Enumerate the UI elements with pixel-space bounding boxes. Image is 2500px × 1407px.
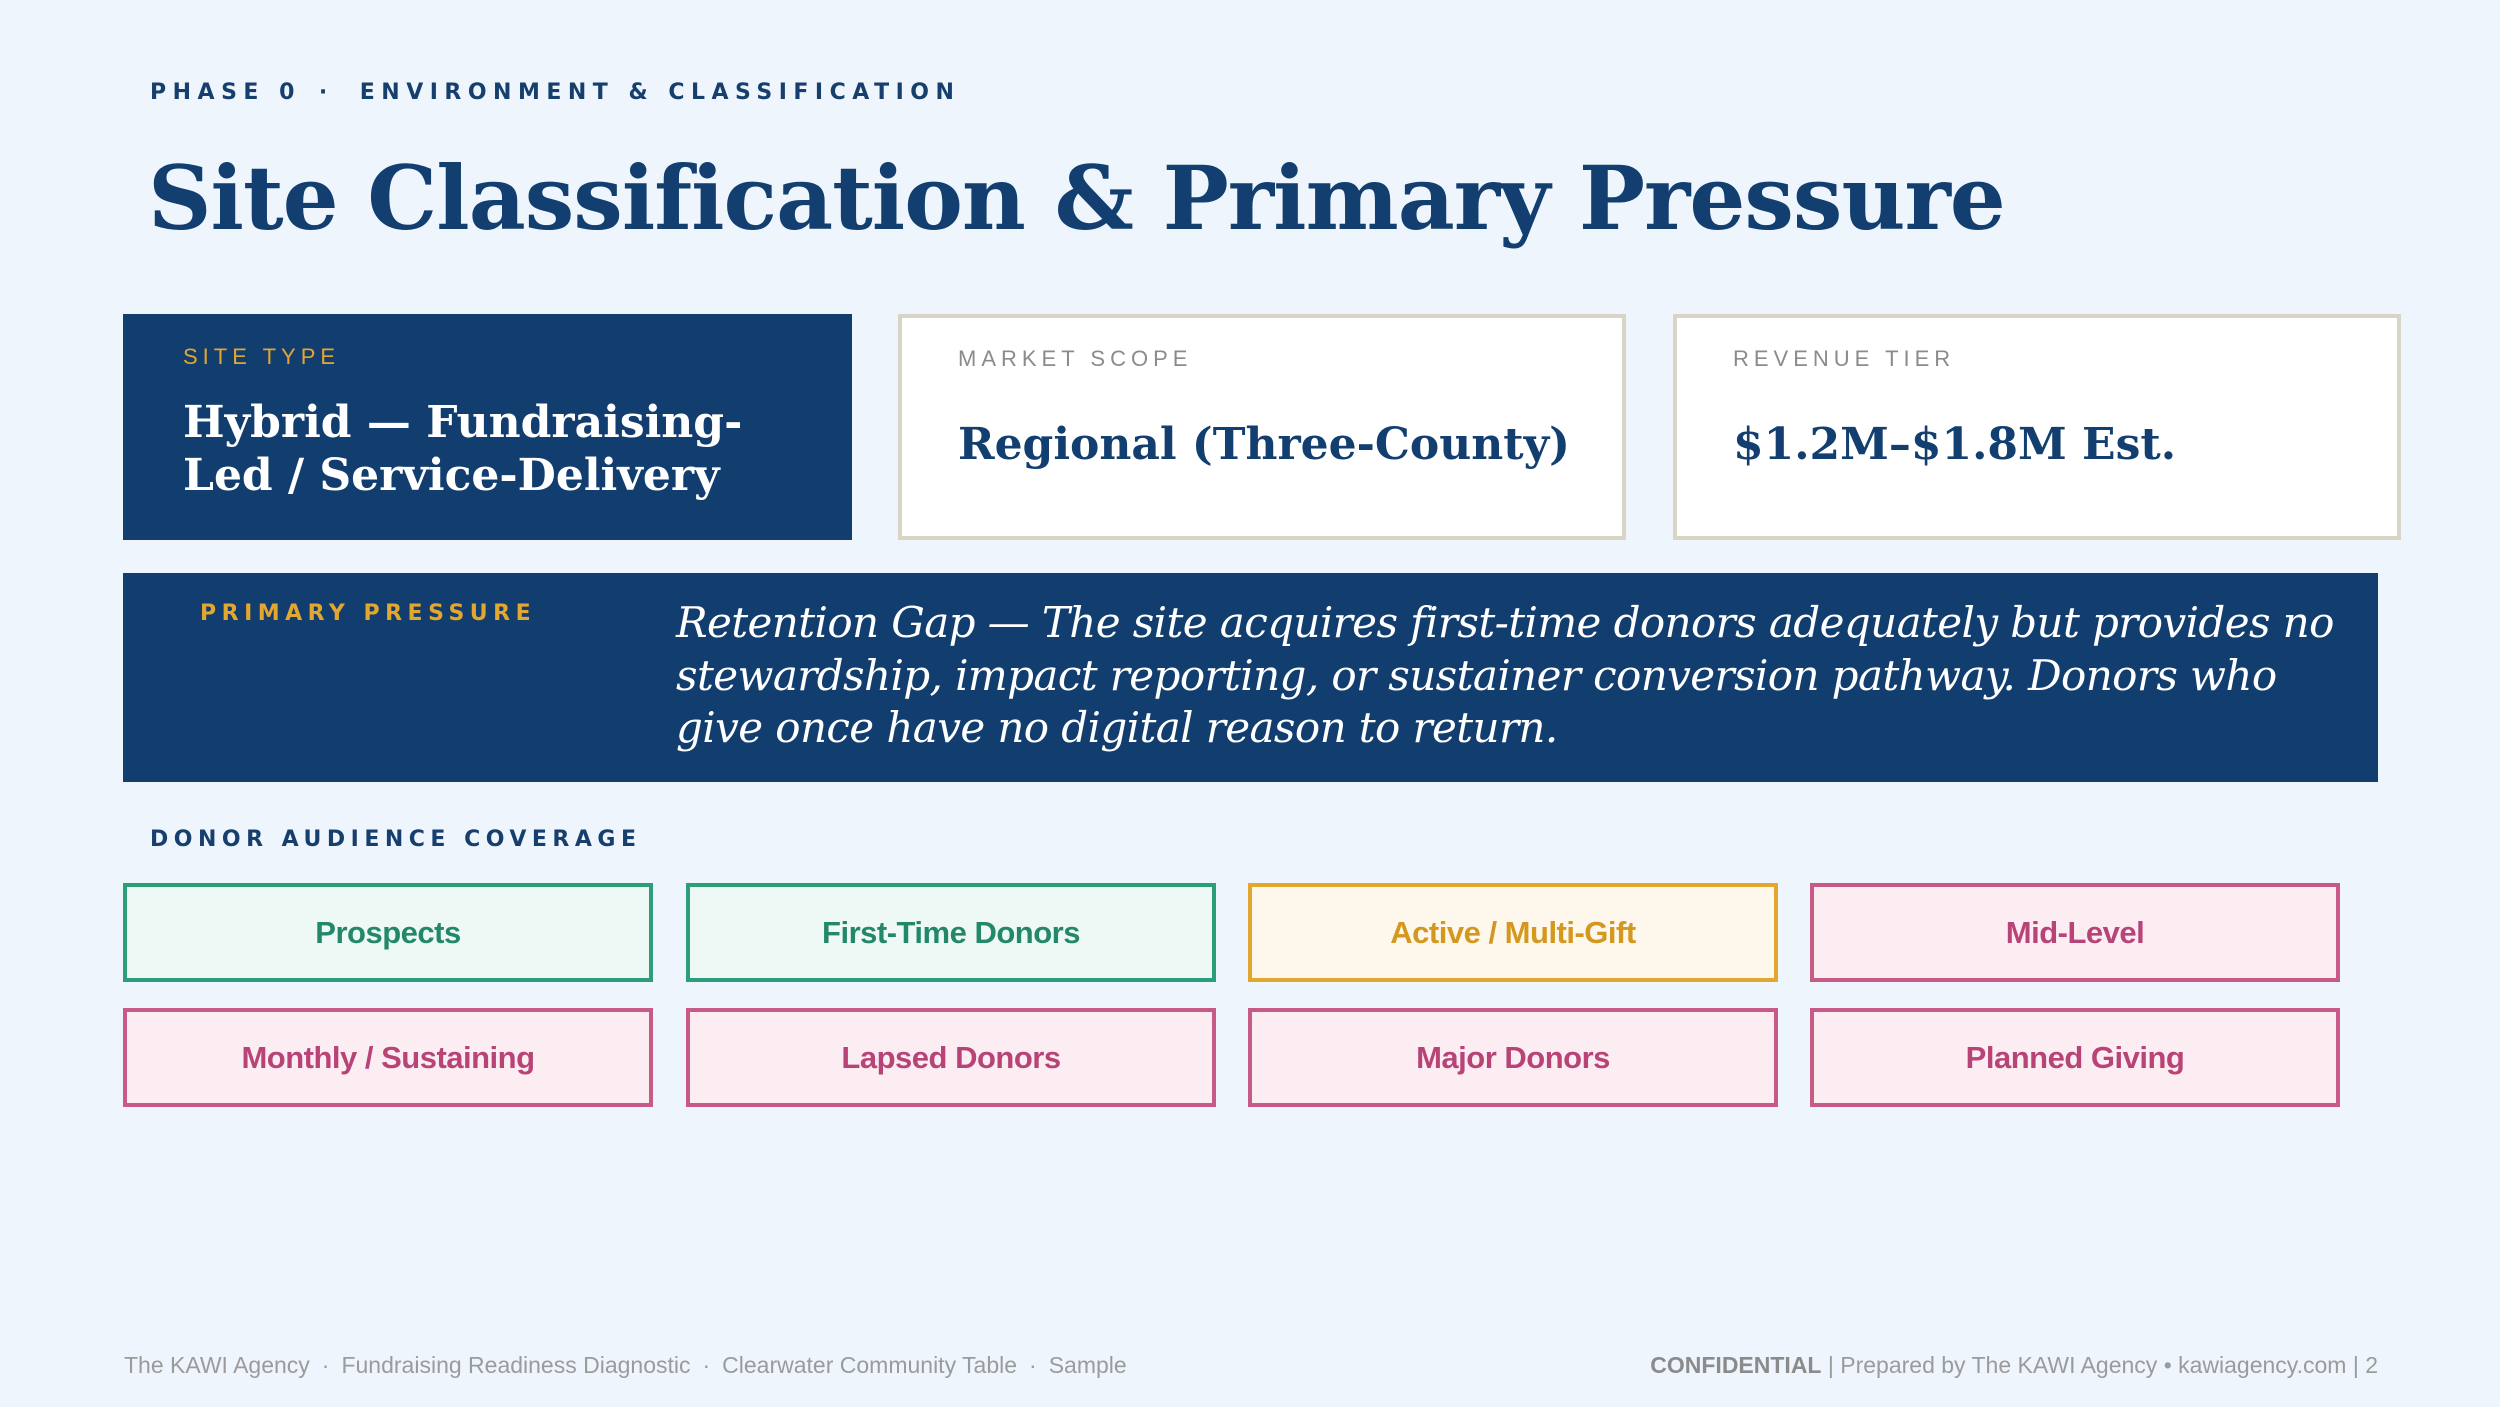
footer-separator: · xyxy=(321,1352,330,1378)
revenue-tier-label: REVENUE TIER xyxy=(1733,346,1956,371)
footer-sample: Sample xyxy=(1048,1352,1127,1378)
footer-left xyxy=(124,1352,1127,1379)
coverage-chip-monthly-sustaining: Monthly / Sustaining xyxy=(123,1008,653,1107)
revenue-tier-value: $1.2M–$1.8M Est. xyxy=(1733,419,2177,470)
coverage-chip-prospects: Prospects xyxy=(123,883,653,982)
footer-prepared-by: | Prepared by The KAWI Agency • kawiagency.com | 2 xyxy=(1827,1352,2378,1378)
section-label: ENVIRONMENT & CLASSIFICATION xyxy=(359,80,961,105)
site-type-value: Hybrid — Fundraising-Led / Service-Delivery xyxy=(183,397,743,501)
coverage-chip-lapsed-donors: Lapsed Donors xyxy=(686,1008,1216,1107)
primary-pressure-panel xyxy=(123,573,2378,782)
footer-separator: · xyxy=(702,1352,711,1378)
phase-eyebrow xyxy=(150,80,960,105)
coverage-title: DONOR AUDIENCE COVERAGE xyxy=(150,827,642,852)
site-type-card xyxy=(123,314,852,540)
footer-confidential: CONFIDENTIAL xyxy=(1650,1352,1822,1378)
footer-agency: The KAWI Agency xyxy=(124,1352,310,1378)
phase-label: PHASE 0 xyxy=(150,80,301,105)
market-scope-label: MARKET SCOPE xyxy=(958,346,1193,371)
page-title: Site Classification & Primary Pressure xyxy=(148,146,2005,250)
site-type-label: SITE TYPE xyxy=(183,344,341,369)
eyebrow-separator: · xyxy=(318,80,334,105)
revenue-tier-card xyxy=(1673,314,2401,540)
footer-right xyxy=(1650,1352,2378,1379)
footer-client: Clearwater Community Table xyxy=(722,1352,1018,1378)
coverage-chip-mid-level: Mid-Level xyxy=(1810,883,2340,982)
market-scope-card xyxy=(898,314,1626,540)
coverage-chip-first-time-donors: First-Time Donors xyxy=(686,883,1216,982)
coverage-chip-planned-giving: Planned Giving xyxy=(1810,1008,2340,1107)
coverage-chip-active-multi-gift: Active / Multi-Gift xyxy=(1248,883,1778,982)
primary-pressure-text: Retention Gap — The site acquires first-time donors adequately but provides no stewardship, impact reporting, or sustainer conversion pathway. Donors who give once have no digital reason to return. xyxy=(676,598,2334,752)
market-scope-value: Regional (Three-County) xyxy=(958,419,1570,470)
footer-report: Fundraising Readiness Diagnostic xyxy=(341,1352,691,1378)
footer-separator: · xyxy=(1029,1352,1037,1378)
coverage-chip-major-donors: Major Donors xyxy=(1248,1008,1778,1107)
primary-pressure-label: PRIMARY PRESSURE xyxy=(200,601,537,626)
